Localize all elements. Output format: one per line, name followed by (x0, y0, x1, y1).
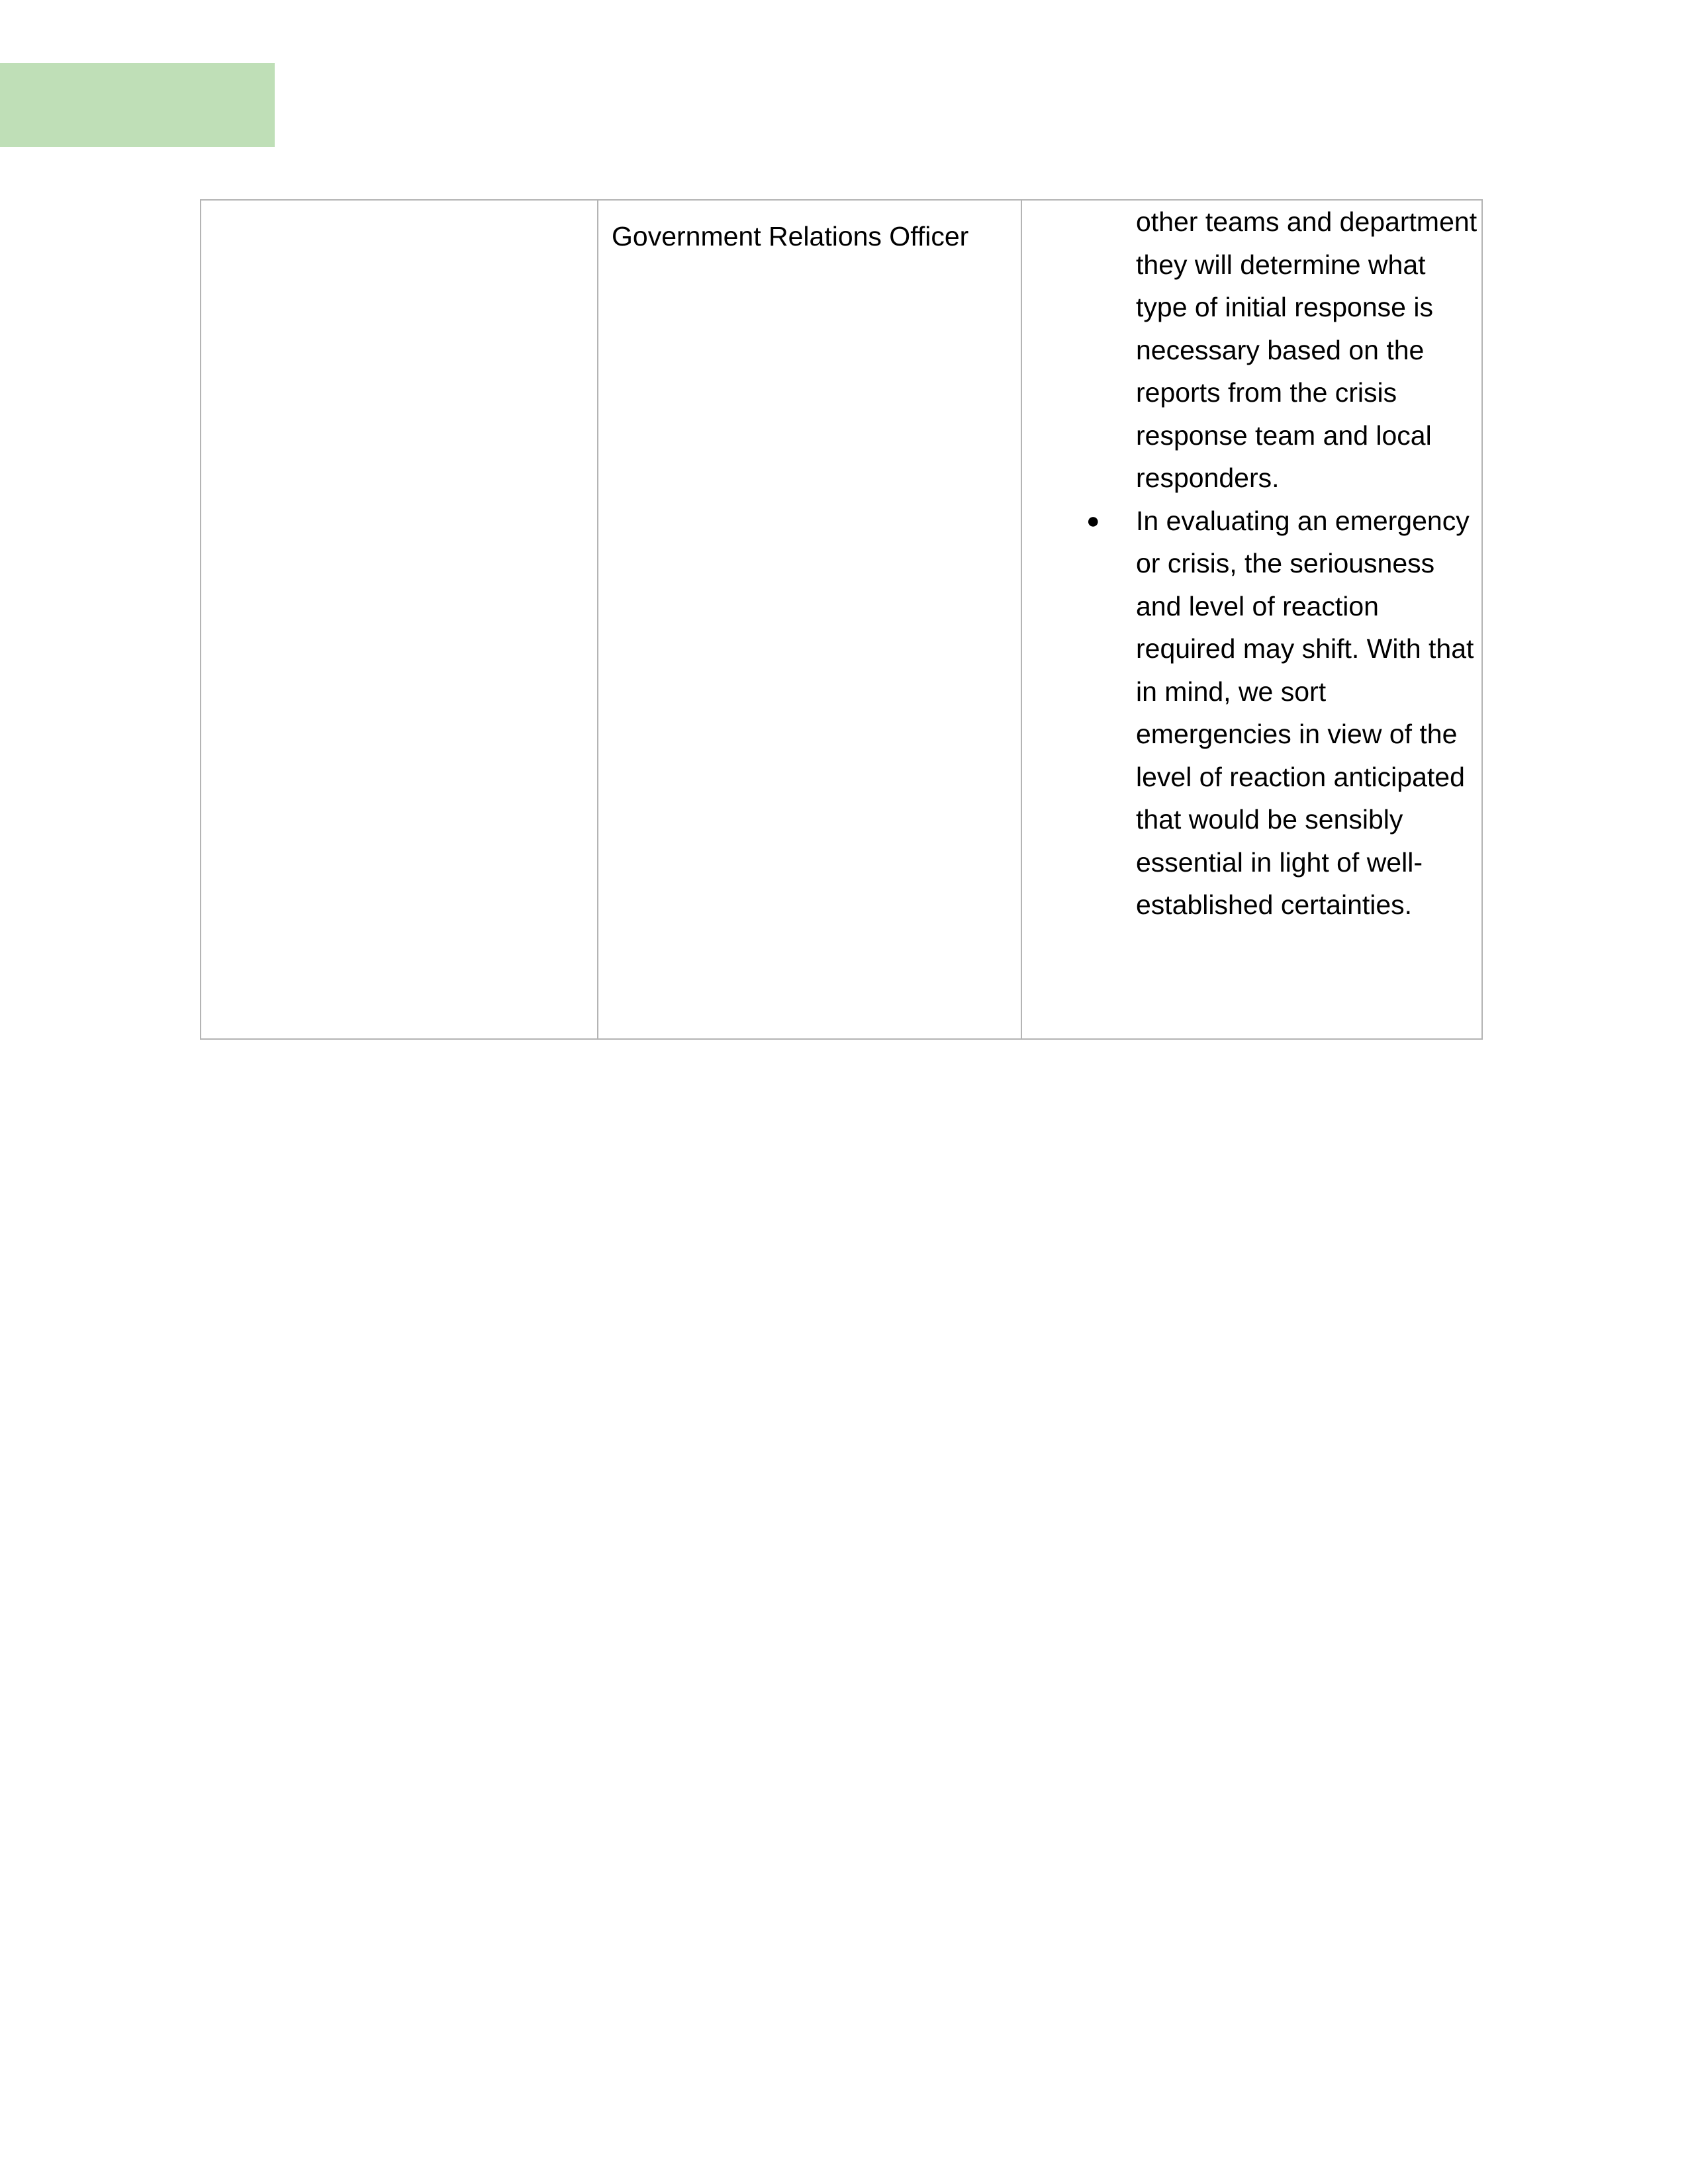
list-item (1022, 500, 1481, 927)
responsibilities-list (1022, 201, 1481, 927)
list-item-text: other teams and department they will determine what type of initial response is necessary based on the reports from the crisis response team and local responders. (1136, 206, 1477, 493)
list-item-text: In evaluating an emergency or crisis, the seriousness and level of reaction required may shift. With that in mind, we sort emergencies in view of the level of reaction anticipated that would be sensibly essential in light of well-established certainties. (1136, 505, 1474, 920)
responsibilities-cell (1021, 200, 1482, 1039)
header-color-band (0, 63, 275, 147)
title-cell (598, 200, 1021, 1039)
responsibilities-table (200, 199, 1483, 1040)
list-item (1022, 201, 1481, 500)
role-cell-text (201, 201, 597, 215)
bullet-icon: ● (1086, 508, 1100, 533)
role-cell (201, 200, 598, 1039)
position-title: Government Relations Officer (612, 221, 969, 251)
table-row (201, 200, 1482, 1039)
